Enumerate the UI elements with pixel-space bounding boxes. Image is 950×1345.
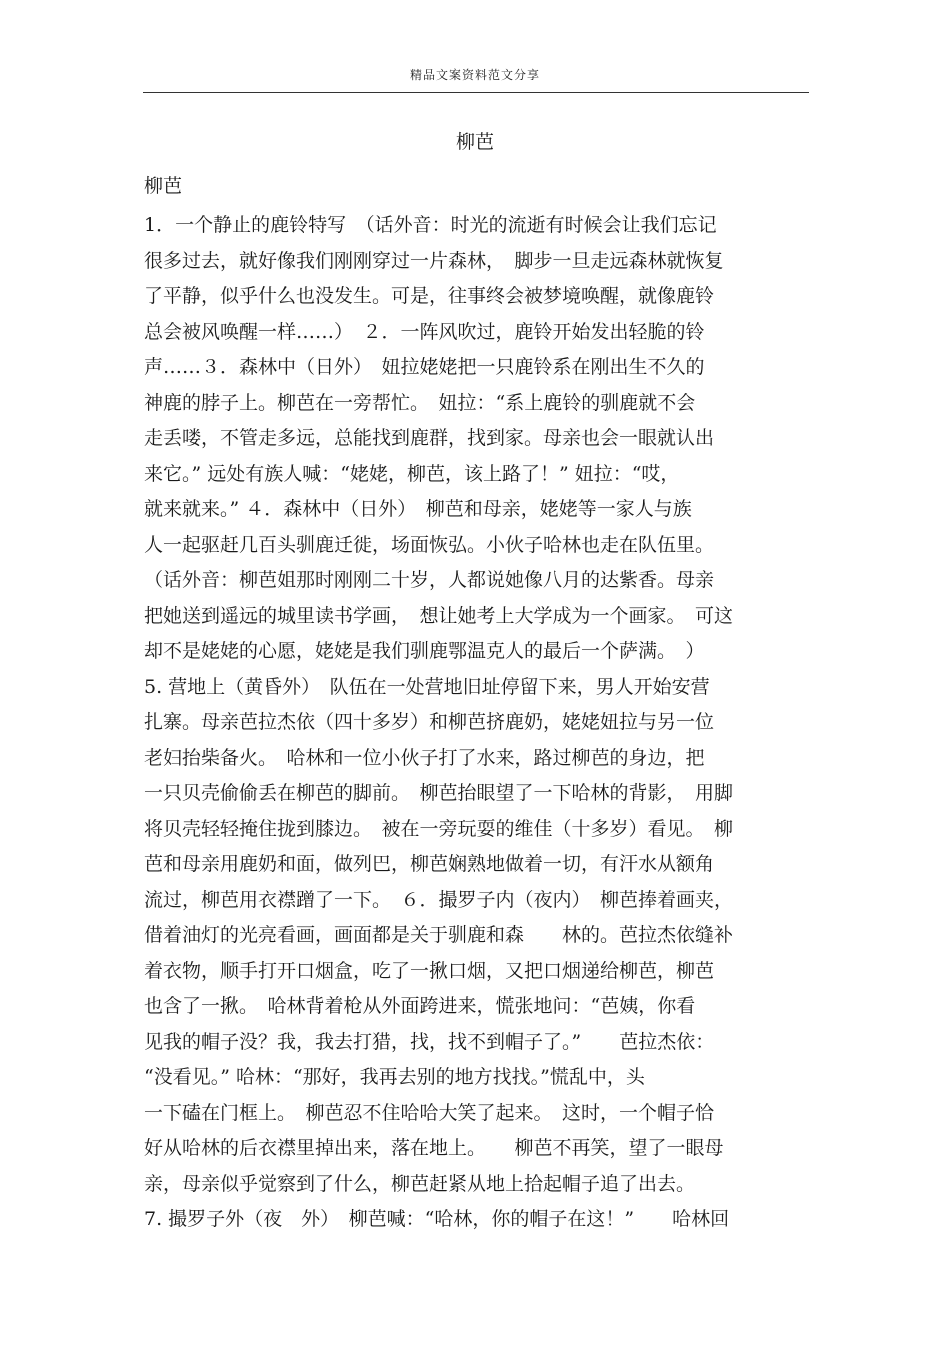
- body-line: 很多过去，就好像我们刚刚穿过一片森林， 脚步一旦走远森林就恢复: [144, 249, 724, 272]
- body-line: 来它。” 远处有族人喊：“姥姥，柳芭，该上路了！” 妞拉：“哎，: [144, 462, 680, 485]
- header-divider: [143, 92, 809, 93]
- body-line: 一只贝壳偷偷丢在柳芭的脚前。 柳芭抬眼望了一下哈林的背影， 用脚: [144, 782, 734, 804]
- body-line: 一下磕在门框上。 柳芭忍不住哈哈大笑了起来。 这时，一个帽子恰: [144, 1101, 715, 1124]
- body-line: 借着油灯的光亮看画，画面都是关于驯鹿和森 林的。芭拉杰依缝补: [144, 924, 734, 946]
- body-line: 也含了一揪。 哈林背着枪从外面跨进来，慌张地问：“芭姨，你看: [144, 995, 696, 1017]
- body-line: 芭和母亲用鹿奶和面，做列巴，柳芭娴熟地做着一切，有汗水从额角: [144, 853, 715, 875]
- body-line: 7. 撮罗子外（夜 外） 柳芭喊：“哈林，你的帽子在这！” 哈林回: [144, 1208, 730, 1230]
- body-line: 声……３．森林中（日外） 妞拉姥姥把一只鹿铃系在刚出生不久的: [144, 356, 705, 378]
- body-line: 着衣物，顺手打开口烟盒，吃了一揪口烟，又把口烟递给柳芭，柳芭: [144, 959, 715, 982]
- body-line: 5. 营地上（黄昏外） 队伍在一处营地旧址停留下来，男人开始安营: [144, 675, 710, 698]
- page-header: 精品文案资料范文分享: [409, 68, 540, 82]
- body-line: “没看见。” 哈林：“那好，我再去别的地方找找。”慌乱中，头: [144, 1066, 645, 1088]
- body-line: 扎寨。母亲芭拉杰依（四十多岁）和柳芭挤鹿奶，姥姥妞拉与另一位: [144, 711, 715, 733]
- body-line: 神鹿的脖子上。柳芭在一旁帮忙。 妞拉：“系上鹿铃的驯鹿就不会: [144, 391, 696, 414]
- document-body: [144, 208, 814, 1238]
- body-line: 将贝壳轻轻掩住拢到膝边。 被在一旁玩耍的维佳（十多岁）看见。 柳: [144, 817, 734, 840]
- body-line: 就来就来。” ４．森林中（日外） 柳芭和母亲，姥姥等一家人与族: [144, 498, 692, 520]
- body-line: （话外音：柳芭姐那时刚刚二十岁，人都说她像八月的达紫香。母亲: [144, 569, 715, 591]
- body-line: 却不是姥姥的心愿，姥姥是我们驯鹿鄂温克人的最后一个萨满。 ）: [144, 640, 705, 662]
- body-line: 好从哈林的后衣襟里掉出来，落在地上。 柳芭不再笑，望了一眼母: [144, 1137, 724, 1159]
- document-title: 柳芭: [455, 131, 494, 153]
- body-line: 亲，母亲似乎觉察到了什么，柳芭赶紧从地上拾起帽子追了出去。: [144, 1172, 696, 1195]
- body-line: 把她送到遥远的城里读书学画， 想让她考上大学成为一个画家。 可这: [144, 604, 734, 627]
- body-line: 走丢喽，不管走多远，总能找到鹿群，找到家。母亲也会一眼就认出: [144, 427, 715, 449]
- body-line: 了平静，似乎什么也没发生。可是，往事终会被梦境唤醒，就像鹿铃: [144, 285, 715, 307]
- body-line: 人一起驱赶几百头驯鹿迁徙，场面恢弘。小伙子哈林也走在队伍里。: [144, 533, 715, 556]
- body-line: 见我的帽子没？我，我去打猎，找，找不到帽子了。” 芭拉杰依：: [144, 1030, 715, 1053]
- body-line: 1．一个静止的鹿铃特写 （话外音：时光的流逝有时候会让我们忘记: [144, 214, 717, 236]
- body-line: 老妇抬柴备火。 哈林和一位小伙子打了水来，路过柳芭的身边，把: [144, 746, 705, 769]
- document-subtitle: 柳芭: [144, 175, 183, 197]
- body-line: 总会被风唤醒一样……） ２．一阵风吹过，鹿铃开始发出轻脆的铃: [144, 320, 705, 343]
- body-line: 流过，柳芭用衣襟蹭了一下。 ６．撮罗子内（夜内） 柳芭捧着画夹，: [144, 888, 734, 911]
